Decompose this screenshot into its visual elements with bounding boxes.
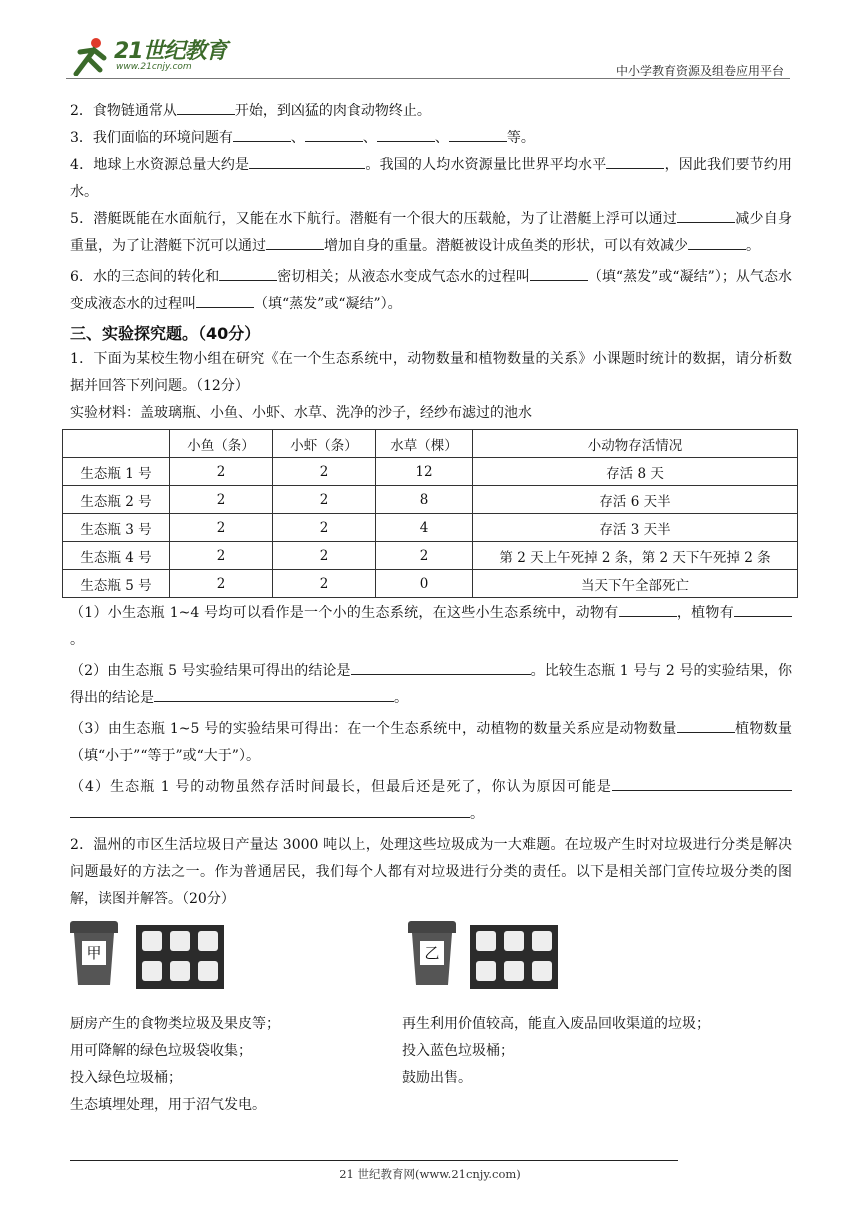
table-header-row (63, 430, 798, 458)
description-line: 鼓励出售。 (402, 1070, 472, 1086)
sub-question-1 (70, 600, 792, 654)
q3-text-b: 等。 (506, 130, 535, 146)
answer-blank[interactable] (619, 600, 677, 617)
description-line: 投入蓝色垃圾桶； (402, 1043, 514, 1059)
answer-blank[interactable] (677, 206, 735, 223)
table-row (63, 486, 798, 514)
platform-name: 中小学教育资源及组卷应用平台 (615, 64, 784, 78)
s2-text-b: 。比较生态瓶 1 号与 2 号的实验结果，你得出的结论是 (70, 663, 792, 706)
materials: 实验材料：盖玻璃瓶、小鱼、小虾、水草、洗净的沙子，经纱布滤过的池水 (70, 405, 532, 421)
answer-blank[interactable] (677, 716, 735, 733)
q5-text-b: 减少自身重量，为了让潜艇下沉可以通过 (70, 211, 793, 254)
table-cell: 12 (376, 458, 473, 486)
table-cell: 2 (170, 514, 273, 542)
table-cell: 生态瓶 3 号 (63, 514, 170, 542)
answer-blank[interactable] (305, 125, 363, 142)
waste-sorting-diagram (70, 921, 792, 1011)
table-cell: 2 (273, 486, 376, 514)
column-header: 小鱼（条） (170, 430, 273, 458)
q5-text-d: 。 (746, 238, 760, 254)
question-5 (70, 206, 792, 260)
column-header (63, 430, 170, 458)
footer-divider (70, 1160, 678, 1161)
s2-text-c: 。 (394, 690, 408, 706)
recyclable-bin-icon (408, 921, 456, 985)
q4-text-c: ，因此我们要节约用水。 (70, 157, 792, 200)
s3-text-a: （3）由生态瓶 1~5 号的实验结果可得出：在一个生态系统中，动植物的数量关系应是动物数量 (70, 721, 677, 737)
q6-text-d: （填“蒸发”或“凝结”）。 (254, 296, 402, 312)
kitchen-waste-description (70, 1011, 280, 1119)
answer-blank[interactable] (688, 233, 746, 250)
recyclable-description (402, 1011, 710, 1092)
description-line: 厨房产生的食物类垃圾及果皮等； (70, 1016, 280, 1032)
table-cell: 存活 6 天半 (473, 486, 798, 514)
table-cell: 生态瓶 4 号 (63, 542, 170, 570)
s2-text-a: （2）由生态瓶 5 号实验结果可得出的结论是 (70, 663, 351, 679)
description-line: 用可降解的绿色垃圾袋收集； (70, 1043, 252, 1059)
description-line: 投入绿色垃圾桶； (70, 1070, 182, 1086)
q3-sep: 、 (290, 130, 305, 146)
sub-question-2 (70, 658, 792, 712)
q4-text-a: 4．地球上水资源总量大约是 (70, 157, 250, 173)
table-cell: 生态瓶 5 号 (63, 570, 170, 598)
sub-question-3 (70, 716, 792, 770)
table-cell: 生态瓶 1 号 (63, 458, 170, 486)
bin-label-yi: 乙 (420, 941, 444, 965)
table-cell: 2 (170, 458, 273, 486)
answer-blank[interactable] (154, 685, 394, 702)
q3-sep: 、 (434, 130, 449, 146)
answer-blank[interactable] (612, 774, 792, 791)
data-table (62, 429, 798, 598)
q5-text-c: 增加自身的重量。潜艇被设计成鱼类的形状，可以有效减少 (324, 238, 688, 254)
logo-url: www.21cnjy.com (116, 62, 192, 72)
experiment-1-intro: 1．下面为某校生物小组在研究《在一个生态系统中，动物数量和植物数量的关系》小课题时统计的数据，请分析数据并回答下列问题。（12分） (70, 351, 792, 394)
description-line: 再生利用价值较高，能直入废品回收渠道的垃圾； (402, 1016, 710, 1032)
table-cell: 2 (170, 570, 273, 598)
table-cell: 4 (376, 514, 473, 542)
s3-text-b: 植物数量（填“小于”“等于”或“大于”）。 (70, 721, 792, 764)
s1-text-a: （1）小生态瓶 1~4 号均可以看作是一个小的生态系统，在这些小生态系统中，动物有 (70, 605, 619, 621)
table-cell: 2 (170, 542, 273, 570)
answer-blank[interactable] (219, 264, 277, 281)
table-cell: 2 (273, 458, 376, 486)
table-cell: 2 (376, 542, 473, 570)
table-cell: 2 (273, 514, 376, 542)
answer-blank[interactable] (377, 125, 435, 142)
table-cell: 2 (170, 486, 273, 514)
answer-blank[interactable] (266, 233, 324, 250)
q3-sep: 、 (362, 130, 377, 146)
answer-blank[interactable] (70, 801, 470, 818)
answer-blank[interactable] (177, 98, 235, 115)
answer-blank[interactable] (449, 125, 507, 142)
section-3-title: 三、实验探究题。（40分） (70, 324, 261, 343)
experiment-2-intro: 2．温州的市区生活垃圾日产量达 3000 吨以上，处理这些垃圾成为一大难题。在垃圾产生时对垃圾进行分类是解决问题最好的方法之一。作为普通居民，我们每个人都有对垃圾进行分类的责任。以下是相关部门宣传垃圾分类的图解，读图并解答。（20分） (70, 837, 792, 907)
q6-text-b: 密切相关；从液态水变成气态水的过程叫 (277, 269, 530, 285)
question-6 (70, 264, 792, 318)
table-cell: 当天下午全部死亡 (473, 570, 798, 598)
kitchen-waste-items-icon (136, 925, 224, 989)
runner-logo-icon (66, 36, 112, 76)
footer: 21 世纪教育网(www.21cnjy.com) (339, 1167, 521, 1181)
answer-blank[interactable] (606, 152, 664, 169)
q6-text-a: 6．水的三态间的转化和 (70, 269, 220, 285)
logo (66, 36, 236, 78)
waste-descriptions (70, 1011, 792, 1141)
question-2 (70, 98, 792, 125)
q2-text-a: 2．食物链通常从 (70, 103, 177, 119)
q6-text-c: （填“蒸发”或“凝结”）；从气态水变成液态水的过程叫 (70, 269, 792, 312)
table-cell: 0 (376, 570, 473, 598)
question-4 (70, 152, 792, 206)
table-row (63, 458, 798, 486)
q4-text-b: 。我国的人均水资源量比世界平均水平 (365, 157, 607, 173)
s4-text-a: （4）生态瓶 1 号的动物虽然存活时间最长，但最后还是死了，你认为原因可能是 (70, 779, 612, 795)
page-header (0, 0, 860, 82)
table-cell: 8 (376, 486, 473, 514)
answer-blank[interactable] (233, 125, 291, 142)
column-header: 水草（棵） (376, 430, 473, 458)
s1-text-b: ，植物有 (676, 605, 735, 621)
q2-text-b: 开始，到凶猛的肉食动物终止。 (234, 103, 431, 119)
table-cell: 2 (273, 542, 376, 570)
description-line: 生态填埋处理，用于沼气发电。 (70, 1097, 266, 1113)
column-header: 小虾（条） (273, 430, 376, 458)
header-divider (66, 78, 790, 79)
table-cell: 存活 8 天 (473, 458, 798, 486)
bin-label-jia: 甲 (82, 941, 106, 965)
table-row (63, 542, 798, 570)
table-row (63, 514, 798, 542)
answer-blank[interactable] (351, 658, 531, 675)
s1-text-c: 。 (70, 632, 84, 648)
table-cell: 第 2 天上午死掉 2 条，第 2 天下午死掉 2 条 (473, 542, 798, 570)
table-cell: 2 (273, 570, 376, 598)
table-cell: 生态瓶 2 号 (63, 486, 170, 514)
logo-text: 21世纪教育 (114, 39, 227, 64)
table-cell: 存活 3 天半 (473, 514, 798, 542)
s4-text-b: 。 (470, 806, 484, 822)
answer-blank[interactable] (734, 600, 792, 617)
kitchen-waste-bin-icon (70, 921, 118, 985)
column-header: 小动物存活情况 (473, 430, 798, 458)
q3-text-a: 3．我们面临的环境问题有 (70, 130, 233, 146)
q5-text-a: 5．潜艇既能在水面航行，又能在水下航行。潜艇有一个很大的压载舱，为了让潜艇上浮可以通过 (70, 211, 678, 227)
table-row (63, 570, 798, 598)
page-content (70, 98, 792, 1141)
recyclable-items-icon (470, 925, 558, 989)
answer-blank[interactable] (196, 291, 254, 308)
sub-question-4 (70, 774, 792, 828)
answer-blank[interactable] (249, 152, 365, 169)
question-3 (70, 125, 792, 152)
answer-blank[interactable] (530, 264, 588, 281)
